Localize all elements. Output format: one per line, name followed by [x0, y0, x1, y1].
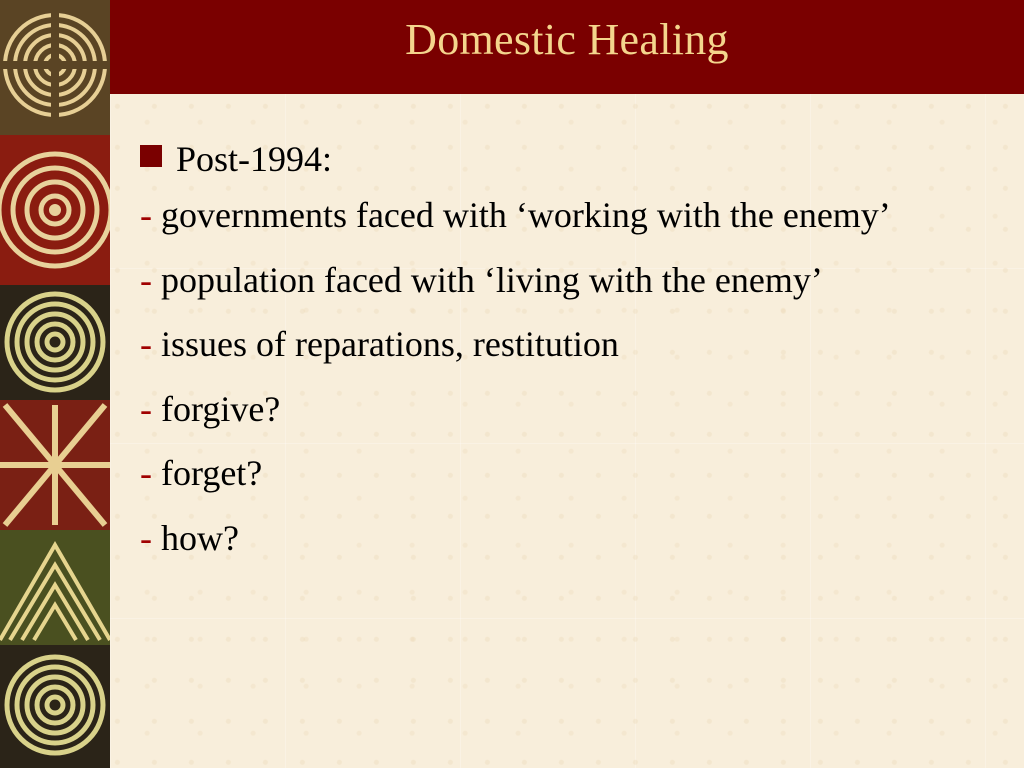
list-item	[140, 194, 990, 236]
slide-content	[140, 130, 990, 581]
list-item	[140, 323, 990, 365]
bullet-heading	[140, 138, 990, 180]
list-item	[140, 388, 990, 430]
slide-title: Domestic Healing	[405, 15, 729, 64]
list-item-text: forget?	[152, 453, 263, 494]
list-item	[140, 452, 990, 494]
dash-marker: -	[140, 259, 152, 300]
dash-marker: -	[140, 517, 152, 558]
square-bullet-icon	[140, 145, 162, 167]
title-bar	[110, 0, 1024, 94]
dash-marker: -	[140, 324, 152, 365]
dash-marker: -	[140, 453, 152, 494]
list-item-text: forgive?	[152, 388, 281, 429]
list-item	[140, 517, 990, 559]
tribal-pattern-panel	[0, 0, 110, 768]
list-item-text: how?	[152, 517, 239, 558]
list-item-text: population faced with ‘living with the enemy’	[152, 259, 823, 300]
tribal-pattern-graphic	[0, 0, 110, 768]
heading-text: Post-1994:	[176, 139, 333, 179]
list-item	[140, 259, 990, 301]
list-item-text: issues of reparations, restitution	[152, 324, 619, 365]
list-item-text: governments faced with ‘working with the enemy’	[152, 195, 891, 236]
dash-marker: -	[140, 388, 152, 429]
dash-marker: -	[140, 195, 152, 236]
